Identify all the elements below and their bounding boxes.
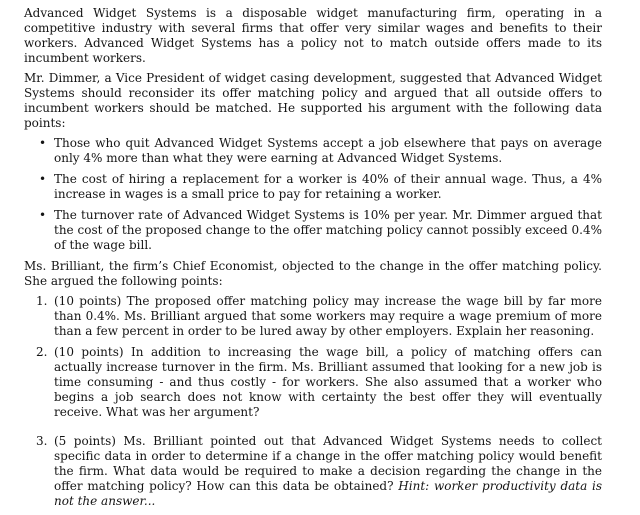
bullet-icon: • — [39, 208, 47, 222]
intro-paragraph: Advanced Widget Systems is a disposable widget manufacturing firm, operating in a competitive industry with several firms that offer very similar wages and benefits to their workers. Advanced Widget Systems has a policy not to match outside offers made to its incumbent workers. — [24, 6, 602, 65]
question-text: (5 points) Ms. Brilliant pointed out that Advanced Widget Systems needs to collect specific data in order to determine if a change in the offer matching policy would benefit the firm. What data would be required to make a decision regarding the change in the offer matching policy? How can this data be obtained? — [54, 434, 602, 493]
bullet-text: The turnover rate of Advanced Widget Systems is 10% per year. Mr. Dimmer argued that the cost of the proposed change to the offer matching policy cannot possibly exceed 0.4% of the wage bill. — [54, 208, 602, 252]
question-item — [24, 294, 602, 339]
question-text: (10 points) In addition to increasing the wage bill, a policy of matching offers can actually increase turnover in the firm. Ms. Brilliant assumed that looking for a new job is time consuming - and thus costly - for workers. She also assumed that a worker who begins a job search does not know with certainty the best offer they will eventually receive. What was her argument? — [54, 345, 602, 419]
bullet-item — [24, 208, 602, 253]
question-item — [24, 345, 602, 420]
bullet-item — [24, 136, 602, 166]
bullet-text: The cost of hiring a replacement for a worker is 40% of their annual wage. Thus, a 4% increase in wages is a small price to pay for retaining a worker. — [54, 172, 602, 201]
question-number: 1. — [36, 294, 48, 308]
dimmer-data-points — [24, 136, 602, 253]
brilliant-paragraph: Ms. Brilliant, the firm’s Chief Economist, objected to the change in the offer matching policy. She argued the following points: — [24, 259, 602, 288]
bullet-icon: • — [39, 136, 47, 150]
question-hint: Hint: worker productivity data is not the answer... — [54, 479, 602, 508]
bullet-icon: • — [39, 172, 47, 186]
bullet-item — [24, 172, 602, 202]
question-list — [24, 294, 602, 509]
document-page — [24, 6, 602, 515]
bullet-text: Those who quit Advanced Widget Systems accept a job elsewhere that pays on average only 4% more than what they were earning at Advanced Widget Systems. — [54, 136, 602, 165]
question-text: (10 points) The proposed offer matching policy may increase the wage bill by far more than 0.4%. Ms. Brilliant argued that some workers may require a wage premium of more than a few percent in order to be lured away by other employers. Explain her reasoning. — [54, 294, 602, 338]
dimmer-paragraph: Mr. Dimmer, a Vice President of widget casing development, suggested that Advanced Widget Systems should reconsider its offer matching policy and argued that all outside offers to incumbent workers should be matched. He supported his argument with the following data points: — [24, 71, 602, 130]
question-item — [24, 434, 602, 509]
question-number: 3. — [36, 434, 48, 448]
question-number: 2. — [36, 345, 48, 359]
